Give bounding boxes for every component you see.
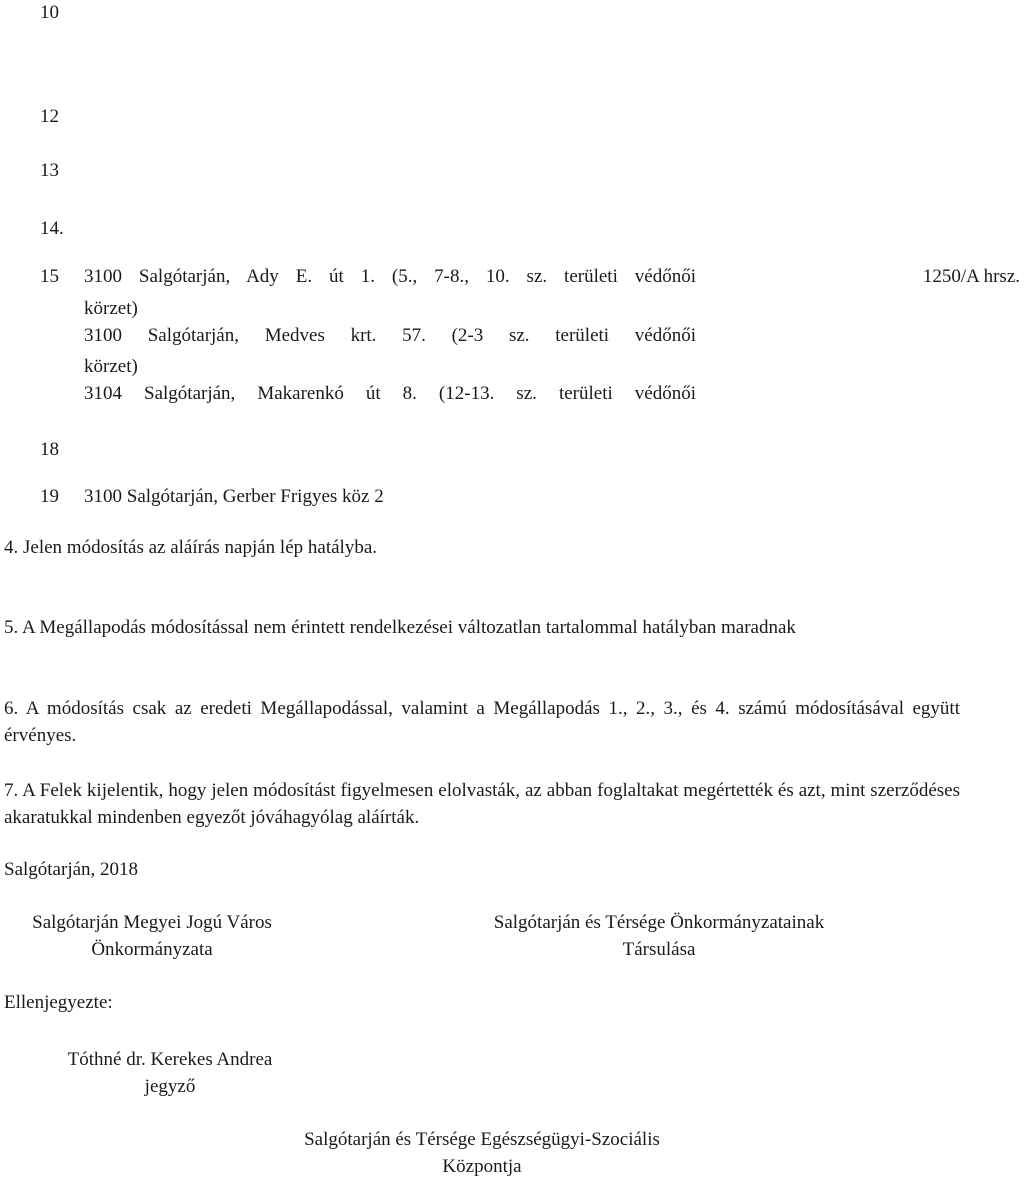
row-15-address-line: 3100 Salgótarján, Medves krt. 57. (2-3 sz. területi védőnői	[84, 325, 696, 346]
signatory-right-name: Salgótarján és Térsége Önkormányzatainak	[493, 912, 825, 933]
row-number-15: 15	[40, 266, 59, 287]
clause-6: 6. A módosítás csak az eredeti Megállapodással, valamint a Megállapodás 1., 2., 3., és 4. számú módosításával együtt érvényes.	[4, 698, 960, 746]
countersign-name: Tóthné dr. Kerekes Andrea	[67, 1049, 273, 1070]
countersign-title: jegyző	[144, 1076, 196, 1097]
parcel-number: 1250/A hrsz.	[922, 266, 1020, 287]
row-19-address: 3100 Salgótarján, Gerber Frigyes köz 2	[84, 486, 384, 507]
clause-4: 4. Jelen módosítás az aláírás napján lép hatályba.	[4, 537, 378, 558]
clause-5: 5. A Megállapodás módosítással nem érintett rendelkezései változatlan tartalommal hatályban maradnak	[4, 617, 796, 638]
row-number-12: 12	[40, 106, 59, 127]
signatory-left-name: Salgótarján Megyei Jogú Város	[32, 912, 272, 933]
row-number-18: 18	[40, 439, 59, 460]
row-number-13: 13	[40, 160, 59, 181]
countersign-block	[40, 1046, 300, 1100]
bottom-entity	[230, 1126, 734, 1180]
row-number-10: 10	[40, 2, 59, 23]
countersign-label: Ellenjegyezte:	[4, 992, 113, 1013]
signatory-right	[452, 909, 866, 963]
clause-7: 7. A Felek kijelentik, hogy jelen módosítást figyelmesen elolvasták, az abban foglaltakat megértették és azt, mint szerződéses akaratukkal mindenben egyezőt jóváhagyólag aláírták.	[4, 780, 960, 828]
bottom-entity-name: Salgótarján és Térsége Egészségügyi-Szociális	[304, 1129, 660, 1150]
place-date: Salgótarján, 2018	[4, 859, 139, 880]
signatory-left	[4, 909, 300, 963]
bottom-entity-subtitle: Központja	[442, 1156, 522, 1177]
signatory-right-subtitle: Társulása	[622, 939, 696, 960]
row-number-14: 14.	[40, 218, 64, 239]
row-15-address-line: 3100 Salgótarján, Ady E. út 1. (5., 7-8., 10. sz. területi védőnői	[84, 266, 696, 287]
row-15-address-line: 3104 Salgótarján, Makarenkó út 8. (12-13. sz. területi védőnői	[84, 383, 696, 404]
row-15-address-line: körzet)	[84, 356, 138, 377]
signatory-left-subtitle: Önkormányzata	[91, 939, 213, 960]
row-15-address-line: körzet)	[84, 298, 138, 319]
row-number-19: 19	[40, 486, 59, 507]
